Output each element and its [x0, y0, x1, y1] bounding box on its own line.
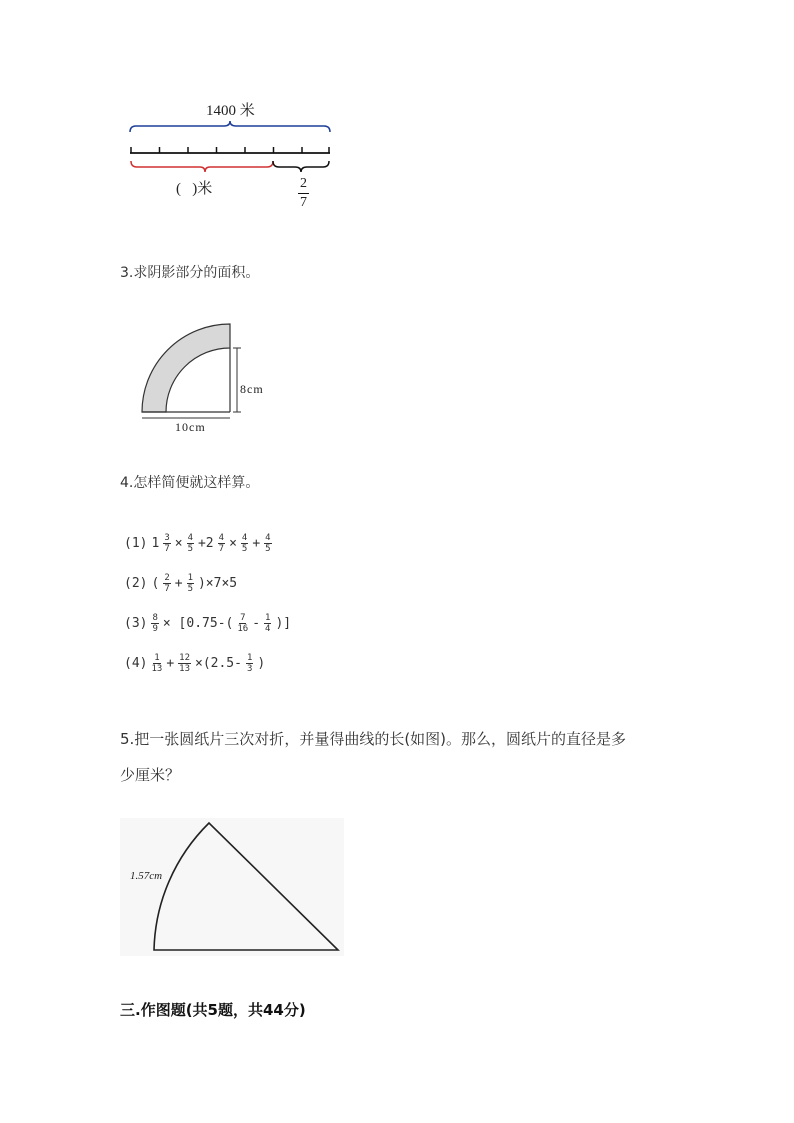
fraction: $\frac{2}{7}$ — [164, 572, 170, 594]
fraction: $\frac{8}{9}$ — [152, 612, 158, 634]
calc-number: (1) — [124, 535, 148, 551]
sector-svg — [120, 818, 344, 956]
fraction: $\frac{12}{13}$ — [179, 652, 190, 674]
arc-length-label: 1.57cm — [130, 870, 163, 882]
fraction: $\frac{4}{7}$ — [218, 532, 225, 554]
fraction: $\frac{1}{13}$ — [151, 652, 163, 674]
calc-number: (4) — [124, 655, 148, 671]
question-5-line-1: 5.把一张圆纸片三次对折，并量得曲线的长(如图)。那么，圆纸片的直径是多 — [120, 730, 627, 748]
sector-outline — [154, 823, 338, 950]
shaded-ring-svg — [135, 318, 285, 438]
total-brace — [130, 121, 330, 132]
calc-list — [122, 528, 293, 678]
fraction-brace — [273, 161, 329, 172]
blank-brace — [131, 161, 273, 172]
question-3-text: 3.求阴影部分的面积。 — [120, 265, 260, 281]
calc-number: (3) — [124, 615, 148, 631]
fraction: $\frac{3}{7}$ — [164, 532, 170, 554]
width-label: 10cm — [175, 420, 206, 434]
fraction-label — [298, 175, 309, 212]
fraction: $\frac{1}{3}$ — [246, 652, 253, 674]
total-label: 1400 米 — [206, 103, 255, 119]
section-3-title: 三.作图题(共5题，共44分) — [120, 1001, 306, 1019]
fraction: $\frac{4}{5}$ — [265, 532, 271, 554]
question-5-line-2: 少厘米？ — [120, 766, 181, 784]
fraction: $\frac{1}{4}$ — [265, 612, 271, 634]
fraction: $\frac{1}{5}$ — [187, 572, 193, 594]
fraction-denominator: 7 — [300, 195, 307, 210]
fraction: $\frac{4}{5}$ — [241, 532, 248, 554]
calc-item-3: (3) $\frac{8}{9}$ × [0.75-( $\frac{7}{16}$ - $\frac{1}{4}$ )] — [124, 612, 292, 634]
fraction: $\frac{4}{5}$ — [187, 532, 193, 554]
height-label: 8cm — [240, 382, 264, 396]
segment-diagram — [120, 95, 350, 225]
fraction-numerator: 2 — [298, 175, 309, 194]
question-4-text: 4.怎样简便就这样算。 — [120, 475, 260, 491]
sector-figure — [120, 818, 344, 956]
fraction: $\frac{7}{16}$ — [237, 612, 249, 634]
shaded-ring — [142, 324, 230, 412]
calc-item-4: (4) $\frac{1}{13}$ + $\frac{12}{13}$ ×(2.5- $\frac{1}{3}$ ) — [124, 652, 266, 674]
shaded-ring-figure — [135, 318, 285, 438]
calc-number: (2) — [124, 575, 148, 591]
blank-label: ( )米 — [176, 181, 213, 197]
calc-item-1: (1) 1 $\frac{3}{7}$ × $\frac{4}{5}$ +2 $\frac{4}{7}$ × $\frac{4}{5}$ + $\frac{4}{5}$ — [124, 532, 271, 554]
calc-item-2: (2) ( $\frac{2}{7}$ + $\frac{1}{5}$ )×7×5 — [124, 572, 238, 594]
